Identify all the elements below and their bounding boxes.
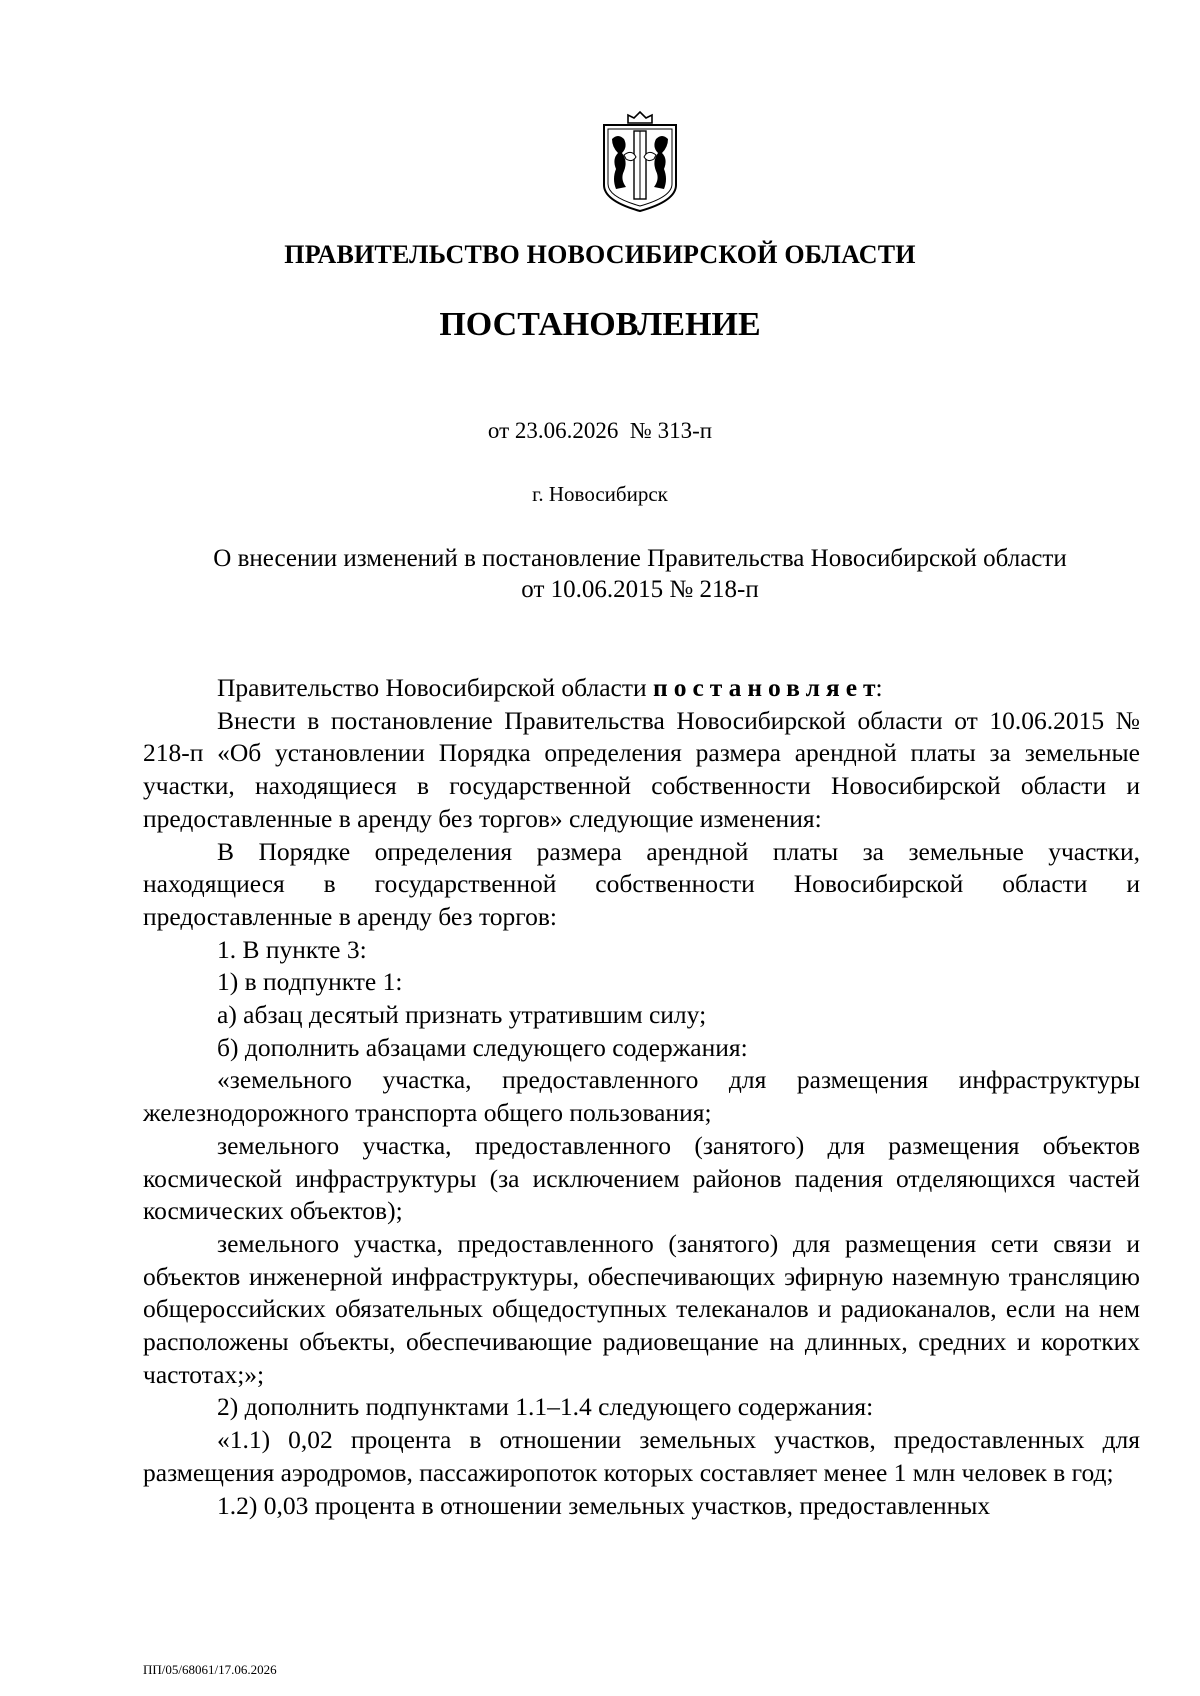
body-paragraph: 2) дополнить подпунктами 1.1–1.4 следующего содержания: bbox=[217, 1392, 874, 1422]
subject-line-1: О внесении изменений в постановление Правительства Новосибирской области bbox=[213, 545, 1067, 572]
body-paragraph: «1.1) 0,02 процента в отношении земельных участков, предоставленных для размещения аэродромов, пассажиропоток которых составляет менее 1 млн человек в год; bbox=[143, 1425, 1140, 1487]
document-footer-code: ПП/05/68061/17.06.2026 bbox=[143, 1662, 277, 1677]
body-paragraph: Внести в постановление Правительства Новосибирской области от 10.06.2015 № 218-п «Об установлении Порядка определения размера арендной платы за земельные участки, находящиеся в государственной собственности Новосибирской области и предоставленные в аренду без торгов» следующие изменения: bbox=[143, 705, 1140, 833]
body-paragraph: 1.2) 0,03 процента в отношении земельных участков, предоставленных bbox=[217, 1490, 991, 1520]
resolves-word-tail: т bbox=[863, 673, 876, 702]
intro-prefix: Правительство Новосибирской области bbox=[217, 673, 653, 702]
document-date-number: от 23.06.2026 № 313-п bbox=[487, 418, 713, 443]
government-title: ПРАВИТЕЛЬСТВО НОВОСИБИРСКОЙ ОБЛАСТИ bbox=[284, 240, 916, 269]
body-paragraph: 1. В пункте 3: bbox=[217, 934, 367, 964]
body-paragraph: земельного участка, предоставленного (занятого) для размещения сети связи и объектов инженерной инфраструктуры, обеспечивающих эфирную наземную трансляцию общероссийских обязательных общедоступных телеканалов и радиоканалов, если на нем расположены объекты, обеспечивающие радиовещание на длинных, средних и коротких частотах;»; bbox=[143, 1228, 1140, 1389]
body-paragraph: а) абзац десятый признать утратившим силу; bbox=[217, 1000, 707, 1030]
document-subject bbox=[140, 543, 1140, 605]
document-body bbox=[143, 672, 1140, 1522]
body-paragraph: 1) в подпункте 1: bbox=[217, 967, 403, 997]
coat-of-arms-icon bbox=[598, 109, 682, 213]
body-paragraph: В Порядке определения размера арендной платы за земельные участки, находящиеся в государственной собственности Новосибирской области и предоставленные в аренду без торгов: bbox=[143, 836, 1140, 931]
body-paragraph: б) дополнить абзацами следующего содержания: bbox=[217, 1032, 748, 1062]
document-type: ПОСТАНОВЛЕНИЕ bbox=[439, 306, 761, 343]
body-paragraph: земельного участка, предоставленного (занятого) для размещения объектов космической инфраструктуры (за исключением районов падения отделяющихся частей космических объектов); bbox=[143, 1130, 1140, 1226]
intro-suffix: : bbox=[875, 673, 883, 702]
subject-line-2: от 10.06.2015 № 218-п bbox=[521, 576, 759, 603]
document-city: г. Новосибирск bbox=[532, 482, 668, 506]
resolves-word: постановляе bbox=[653, 673, 864, 702]
body-paragraph: «земельного участка, предоставленного для размещения инфраструктуры железнодорожного транспорта общего пользования; bbox=[143, 1065, 1140, 1128]
intro-paragraph bbox=[143, 672, 1140, 705]
